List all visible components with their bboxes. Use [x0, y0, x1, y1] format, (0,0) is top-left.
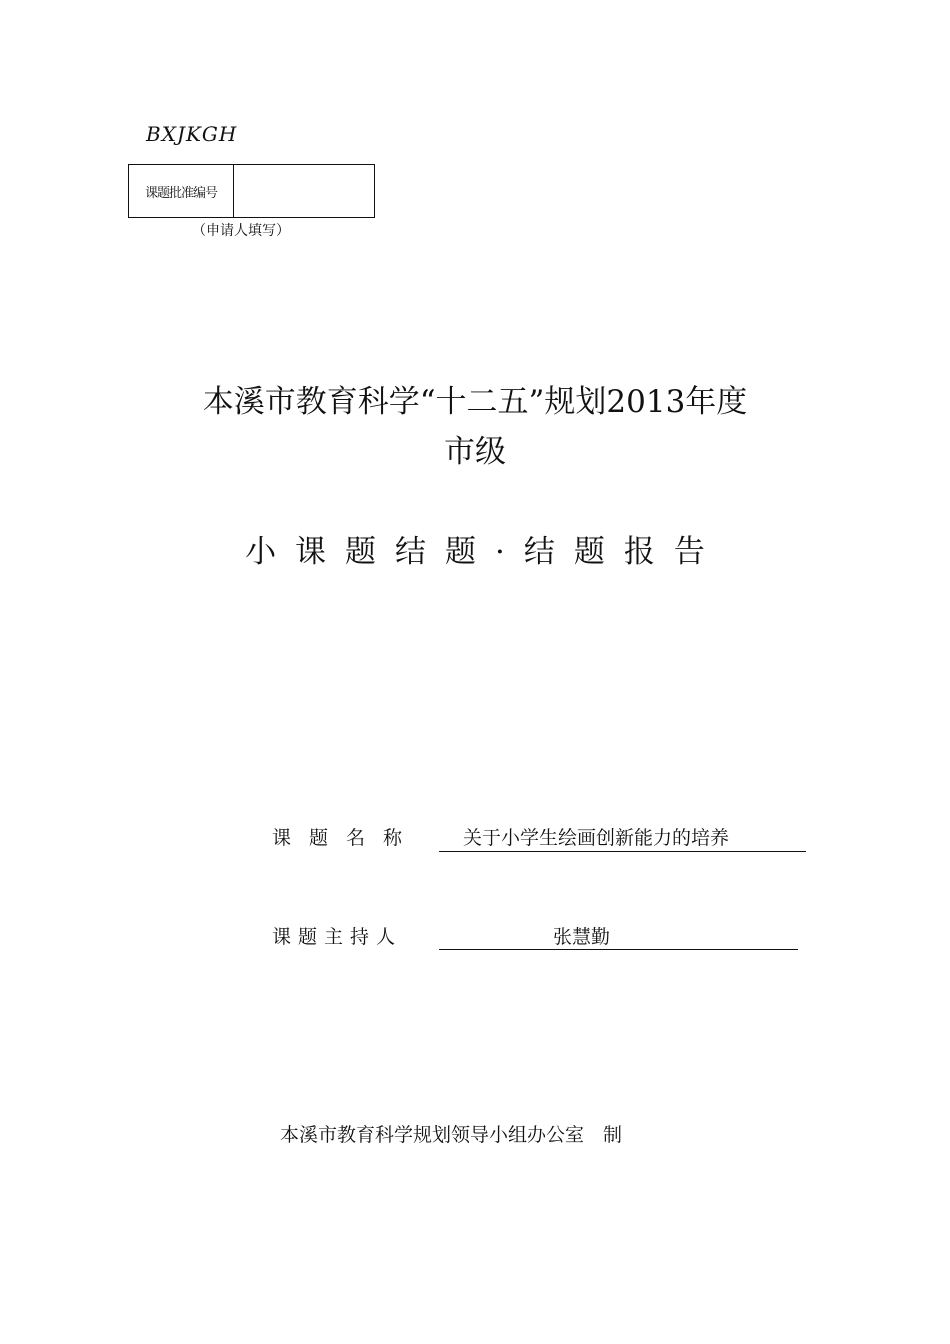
project-host-value: 张慧勤	[553, 926, 611, 948]
project-name-underline	[439, 851, 806, 852]
document-title-line2: 市级	[444, 434, 506, 470]
project-host-underline	[439, 949, 798, 950]
issuing-office: 本溪市教育科学规划领导小组办公室 制	[280, 1124, 623, 1146]
approval-note: （申请人填写）	[192, 223, 290, 239]
document-subtitle: 小课题结题·结题报告	[245, 534, 724, 570]
document-code: BXJKGH	[146, 122, 238, 146]
project-name-label: 课题名称	[272, 827, 421, 849]
project-host-label: 课题主持人	[272, 926, 403, 948]
approval-number-label: 课题批准编号	[129, 165, 234, 217]
document-title-line1: 本溪市教育科学“十二五”规划2013年度	[202, 384, 748, 420]
approval-number-field	[234, 165, 374, 217]
approval-number-table	[128, 164, 375, 218]
project-name-value: 关于小学生绘画创新能力的培养	[463, 827, 730, 849]
